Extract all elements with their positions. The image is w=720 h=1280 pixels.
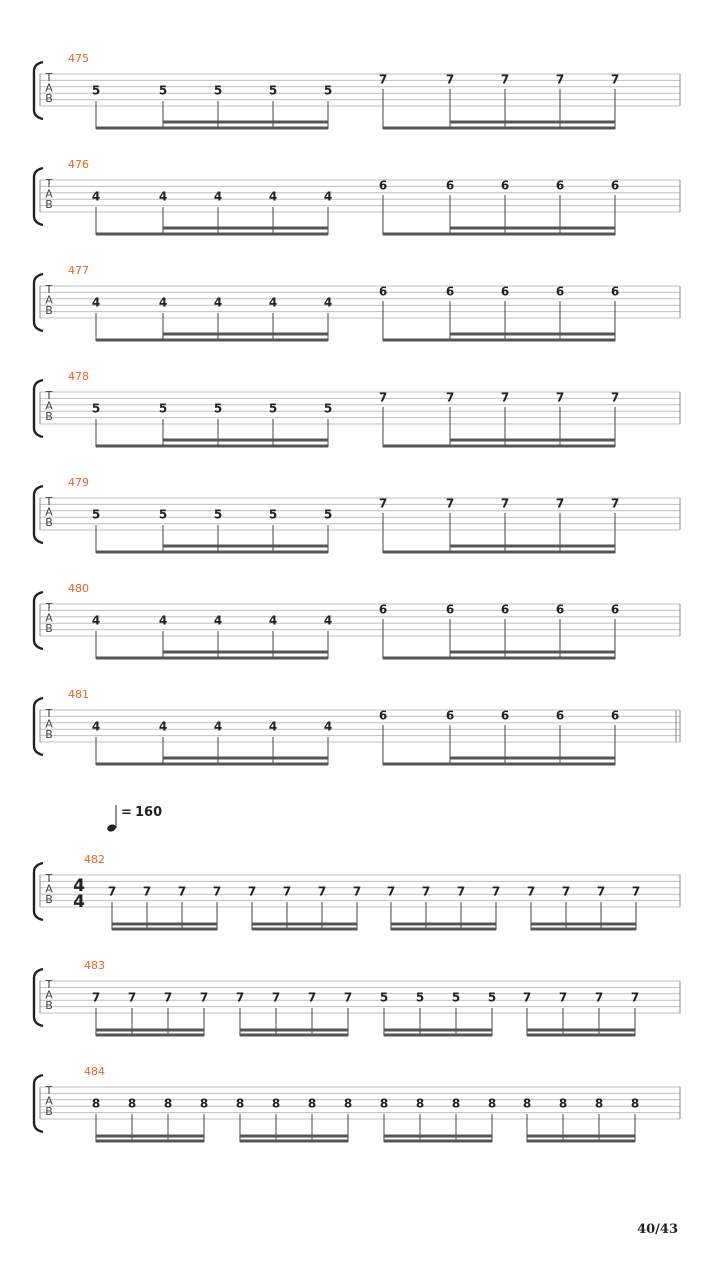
beam [383,339,615,342]
system-bracket [34,274,43,331]
tab-clef-letter: A [45,882,53,896]
fret-number: 7 [561,884,571,899]
beam [527,1034,635,1037]
beam [450,651,615,654]
fret-number: 7 [445,390,455,405]
fret-number: 8 [307,1096,317,1111]
beam [240,1034,348,1037]
system-bracket [34,592,43,649]
beam [527,1135,635,1138]
fret-number: 7 [500,72,510,87]
fret-number: 4 [158,295,168,310]
tempo-marking [106,805,162,833]
page-number: 40/43 [637,1222,678,1237]
tab-clef-letter: B [45,893,53,906]
tab-system [34,582,680,660]
fret-number: 6 [445,708,455,723]
fret-number: 8 [163,1096,173,1111]
fret-number: 5 [158,83,168,98]
fret-number: 8 [91,1096,101,1111]
fret-number: 5 [268,507,278,522]
fret-number: 7 [235,990,245,1005]
beam [240,1135,348,1138]
measure-number: 475 [68,52,89,65]
fret-number: 6 [378,708,388,723]
measure-number: 482 [84,853,105,866]
fret-number: 7 [378,390,388,405]
fret-number: 4 [323,189,333,204]
tab-clef-letter: A [45,399,53,413]
fret-number: 8 [235,1096,245,1111]
measure-number: 476 [68,158,89,171]
fret-number: 7 [558,990,568,1005]
beam [450,545,615,548]
fret-number: 5 [323,507,333,522]
fret-number: 8 [415,1096,425,1111]
fret-number: 7 [555,390,565,405]
tab-clef-letter: T [45,71,53,84]
fret-number: 7 [91,990,101,1005]
fret-number: 8 [487,1096,497,1111]
system-bracket [34,486,43,543]
tab-system [34,370,680,448]
tab-clef-letter: A [45,717,53,731]
beam [96,445,328,448]
tab-clef-letter: T [45,978,53,991]
fret-number: 8 [594,1096,604,1111]
fret-number: 7 [378,72,388,87]
beam [450,121,615,124]
tab-clef-letter: B [45,92,53,105]
tab-system [34,853,680,931]
fret-number: 4 [158,189,168,204]
fret-number: 4 [91,189,101,204]
beam [383,551,615,554]
fret-number: 6 [378,178,388,193]
fret-number: 4 [268,295,278,310]
fret-number: 7 [555,72,565,87]
fret-number: 4 [323,613,333,628]
beam [163,651,328,654]
fret-number: 7 [445,496,455,511]
fret-number: 7 [378,496,388,511]
beam [531,923,636,926]
tab-clef-letter: T [45,177,53,190]
fret-number: 8 [630,1096,640,1111]
time-signature-numerator: 4 [73,876,85,896]
fret-number: 7 [307,990,317,1005]
fret-number: 8 [127,1096,137,1111]
fret-number: 7 [212,884,222,899]
tab-clef-letter: B [45,622,53,635]
beam [163,757,328,760]
measure-number: 481 [68,688,89,701]
beam [383,233,615,236]
fret-number: 7 [163,990,173,1005]
fret-number: 6 [610,284,620,299]
fret-number: 8 [343,1096,353,1111]
fret-number: 4 [91,295,101,310]
beam [391,923,496,926]
system-bracket [34,62,43,119]
fret-number: 4 [213,613,223,628]
fret-number: 7 [610,390,620,405]
fret-number: 5 [213,401,223,416]
measure-number: 480 [68,582,89,595]
measure-number: 477 [68,264,89,277]
fret-number: 6 [555,602,565,617]
fret-number: 6 [445,284,455,299]
tab-clef-letter: A [45,611,53,625]
fret-number: 7 [107,884,117,899]
fret-number: 5 [158,401,168,416]
beam [96,1034,204,1037]
system-bracket [34,1075,43,1132]
beam [96,233,328,236]
fret-number: 4 [91,719,101,734]
fret-number: 7 [631,884,641,899]
tab-clef-letter: B [45,999,53,1012]
beam [96,657,328,660]
beam [531,928,636,931]
fret-number: 6 [555,708,565,723]
beam [163,227,328,230]
beam [384,1135,492,1138]
fret-number: 5 [451,990,461,1005]
beam [384,1029,492,1032]
fret-number: 4 [268,189,278,204]
fret-number: 4 [213,189,223,204]
fret-number: 6 [555,178,565,193]
fret-number: 6 [500,708,510,723]
fret-number: 5 [213,507,223,522]
fret-number: 8 [271,1096,281,1111]
fret-number: 4 [158,613,168,628]
fret-number: 7 [596,884,606,899]
tab-system [34,688,680,766]
fret-number: 8 [451,1096,461,1111]
tab-clef-letter: A [45,988,53,1002]
fret-number: 7 [282,884,292,899]
fret-number: 4 [268,719,278,734]
fret-number: 7 [199,990,209,1005]
fret-number: 8 [558,1096,568,1111]
beam [383,127,615,130]
beam [96,551,328,554]
tab-clef-letter: A [45,1094,53,1108]
tempo-value: 160 [135,805,163,820]
beam [527,1029,635,1032]
beam [383,445,615,448]
beam [383,763,615,766]
fret-number: 7 [500,496,510,511]
fret-number: 5 [487,990,497,1005]
beam [112,928,217,931]
measure-number: 483 [84,959,105,972]
measure-number: 484 [84,1065,105,1078]
beam [163,545,328,548]
tab-clef-letter: A [45,293,53,307]
fret-number: 6 [610,708,620,723]
fret-number: 7 [142,884,152,899]
fret-number: 5 [379,990,389,1005]
fret-number: 8 [522,1096,532,1111]
beam [450,227,615,230]
beam [391,928,496,931]
tab-clef-letter: B [45,1105,53,1118]
fret-number: 6 [445,178,455,193]
fret-number: 7 [343,990,353,1005]
fret-number: 6 [500,284,510,299]
fret-number: 7 [500,390,510,405]
beam [450,333,615,336]
tab-system [34,52,680,130]
tab-clef-letter: A [45,505,53,519]
fret-number: 6 [378,284,388,299]
beam [96,1135,204,1138]
fret-number: 4 [158,719,168,734]
fret-number: 8 [199,1096,209,1111]
tab-clef-letter: T [45,283,53,296]
fret-number: 7 [594,990,604,1005]
tab-clef-letter: B [45,304,53,317]
fret-number: 7 [522,990,532,1005]
fret-number: 7 [445,72,455,87]
beam [252,928,357,931]
fret-number: 5 [91,83,101,98]
tab-clef-letter: B [45,728,53,741]
fret-number: 7 [421,884,431,899]
fret-number: 6 [500,602,510,617]
tab-clef-letter: T [45,1084,53,1097]
fret-number: 7 [271,990,281,1005]
fret-number: 6 [445,602,455,617]
time-signature-denominator: 4 [73,892,85,912]
tab-system [34,1065,680,1143]
fret-number: 6 [610,602,620,617]
fret-number: 7 [491,884,501,899]
system-bracket [34,969,43,1026]
tab-system [34,959,680,1037]
fret-number: 5 [158,507,168,522]
fret-number: 4 [268,613,278,628]
fret-number: 4 [323,295,333,310]
system-bracket [34,380,43,437]
tab-clef-letter: T [45,495,53,508]
beam [163,439,328,442]
fret-number: 5 [268,83,278,98]
beam [240,1029,348,1032]
beam [383,657,615,660]
fret-number: 5 [323,83,333,98]
fret-number: 7 [555,496,565,511]
fret-number: 6 [500,178,510,193]
fret-number: 7 [610,72,620,87]
tab-clef-letter: B [45,516,53,529]
system-bracket [34,863,43,920]
beam [450,439,615,442]
beam [163,121,328,124]
beam [96,1140,204,1143]
measure-number: 479 [68,476,89,489]
tab-clef-letter: A [45,187,53,201]
quarter-note-head [106,823,117,832]
tab-clef-letter: B [45,410,53,423]
fret-number: 6 [378,602,388,617]
fret-number: 7 [317,884,327,899]
fret-number: 4 [323,719,333,734]
fret-number: 5 [268,401,278,416]
fret-number: 6 [610,178,620,193]
tempo-equals: = [121,805,132,820]
fret-number: 4 [91,613,101,628]
beam [112,923,217,926]
beam [163,333,328,336]
tab-clef-letter: B [45,198,53,211]
beam [527,1140,635,1143]
fret-number: 7 [177,884,187,899]
fret-number: 5 [91,507,101,522]
fret-number: 4 [213,295,223,310]
beam [384,1140,492,1143]
fret-number: 5 [213,83,223,98]
beam [240,1140,348,1143]
tab-clef-letter: T [45,872,53,885]
fret-number: 4 [213,719,223,734]
beam [96,339,328,342]
tab-system [34,264,680,342]
tab-system [34,158,680,236]
system-bracket [34,168,43,225]
fret-number: 7 [630,990,640,1005]
beam [96,127,328,130]
fret-number: 5 [415,990,425,1005]
fret-number: 7 [456,884,466,899]
tab-system [34,476,680,554]
beam [450,757,615,760]
tab-clef-letter: T [45,601,53,614]
tab-clef-letter: T [45,707,53,720]
fret-number: 7 [526,884,536,899]
beam [252,923,357,926]
fret-number: 8 [379,1096,389,1111]
beam [96,1029,204,1032]
beam [96,763,328,766]
fret-number: 7 [386,884,396,899]
tab-clef-letter: A [45,81,53,95]
fret-number: 7 [127,990,137,1005]
fret-number: 7 [610,496,620,511]
tab-clef-letter: T [45,389,53,402]
measure-number: 478 [68,370,89,383]
fret-number: 7 [352,884,362,899]
system-bracket [34,698,43,755]
fret-number: 6 [555,284,565,299]
fret-number: 5 [323,401,333,416]
beam [384,1034,492,1037]
fret-number: 7 [247,884,257,899]
fret-number: 5 [91,401,101,416]
